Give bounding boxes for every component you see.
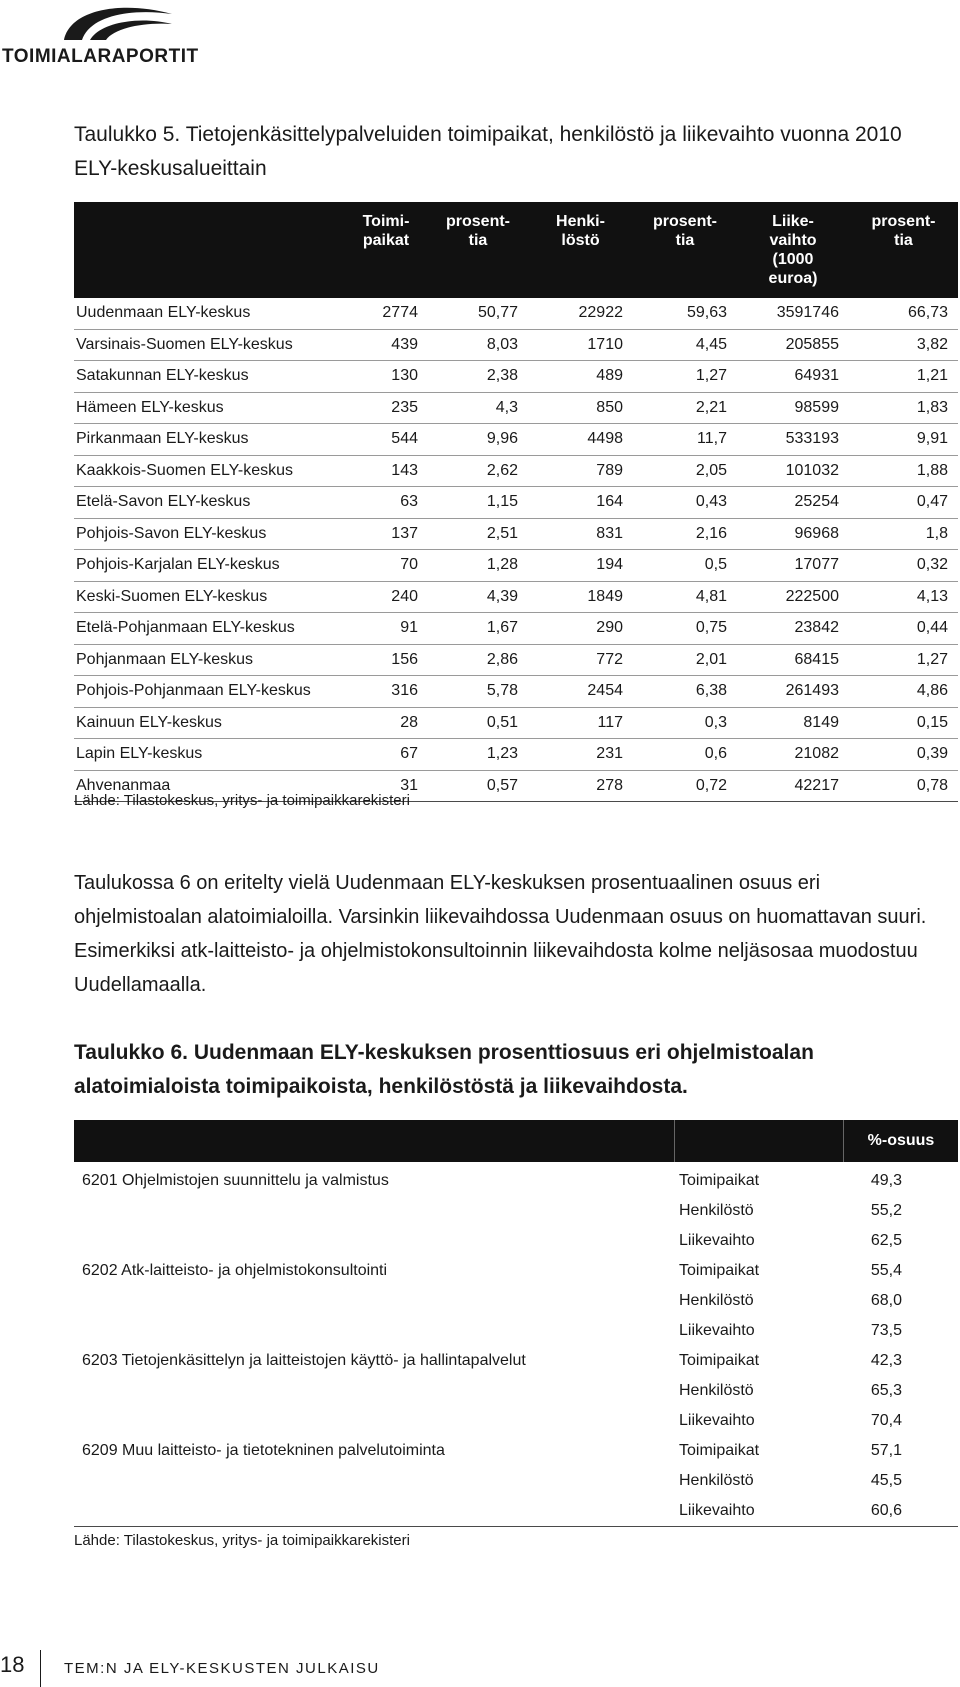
table-cell: 0,44 bbox=[916, 619, 948, 637]
table-row bbox=[74, 1196, 958, 1226]
table-cell: 2,51 bbox=[486, 524, 518, 542]
region-name: Pirkanmaan ELY-keskus bbox=[76, 430, 249, 448]
table-row bbox=[74, 676, 958, 708]
measure-name: Toimipaikat bbox=[679, 1352, 760, 1369]
table-cell: 164 bbox=[596, 493, 623, 511]
share-value: 55,4 bbox=[870, 1262, 902, 1279]
table-cell: 0,57 bbox=[486, 776, 518, 794]
table-cell: 4,45 bbox=[695, 335, 727, 353]
subindustry-name: 6201 Ohjelmistojen suunnittelu ja valmistus bbox=[82, 1172, 389, 1189]
table-cell: 0,15 bbox=[916, 713, 948, 731]
measure-name: Henkilöstö bbox=[679, 1472, 754, 1489]
table-row bbox=[74, 550, 958, 582]
table-cell: 8149 bbox=[803, 713, 839, 731]
table-cell: 59,63 bbox=[686, 304, 727, 322]
table-cell: 2454 bbox=[587, 682, 623, 700]
table5-header-row bbox=[74, 202, 958, 298]
table-cell-empty bbox=[74, 1286, 675, 1316]
table-row bbox=[74, 613, 958, 645]
table-cell: 222500 bbox=[785, 587, 839, 605]
share-value: 65,3 bbox=[870, 1382, 902, 1399]
table-cell-empty bbox=[74, 1316, 675, 1346]
footer-publication: TEM:N JA ELY-KESKUSTEN JULKAISU bbox=[64, 1660, 380, 1677]
table-cell: 2,38 bbox=[486, 367, 518, 385]
table-cell: 1,23 bbox=[486, 745, 518, 763]
region-name: Etelä-Savon ELY-keskus bbox=[76, 493, 251, 511]
table-cell: 2,62 bbox=[486, 461, 518, 479]
measure-name: Liikevaihto bbox=[679, 1232, 755, 1249]
table-row bbox=[74, 455, 958, 487]
table-cell: 1,21 bbox=[916, 367, 948, 385]
table-cell-empty bbox=[74, 1466, 675, 1496]
table-cell: 1,67 bbox=[486, 619, 518, 637]
share-value: 73,5 bbox=[870, 1322, 902, 1339]
table-cell: 1,15 bbox=[486, 493, 518, 511]
table-cell: 231 bbox=[596, 745, 623, 763]
share-value: 68,0 bbox=[870, 1292, 902, 1309]
table-cell: 42217 bbox=[794, 776, 839, 794]
share-value: 55,2 bbox=[870, 1202, 902, 1219]
table-cell-empty bbox=[74, 1226, 675, 1256]
table-row bbox=[74, 1286, 958, 1316]
region-name: Kainuun ELY-keskus bbox=[76, 713, 222, 731]
table6-header-row bbox=[74, 1120, 958, 1162]
share-value: 49,3 bbox=[870, 1172, 902, 1189]
table-cell: 0,72 bbox=[695, 776, 727, 794]
region-name: Satakunnan ELY-keskus bbox=[76, 367, 249, 385]
table6-source: Lähde: Tilastokeskus, yritys- ja toimipaikkarekisteri bbox=[74, 1532, 410, 1549]
table-cell: 789 bbox=[596, 461, 623, 479]
table6-header-blank bbox=[675, 1120, 844, 1162]
table-row bbox=[74, 1466, 958, 1496]
region-name: Varsinais-Suomen ELY-keskus bbox=[76, 335, 293, 353]
table-cell: 1710 bbox=[587, 335, 623, 353]
table-cell: 4,3 bbox=[495, 398, 518, 416]
table6-heading bbox=[74, 1036, 944, 1104]
region-name: Pohjois-Pohjanmaan ELY-keskus bbox=[76, 682, 311, 700]
table-cell: 533193 bbox=[785, 430, 839, 448]
table-cell: 0,43 bbox=[695, 493, 727, 511]
region-name: Ahvenanmaa bbox=[76, 776, 171, 794]
table6-header-share: %-osuus bbox=[844, 1120, 959, 1162]
table-cell: 137 bbox=[391, 524, 418, 542]
table5-body bbox=[74, 298, 958, 802]
region-name: Lapin ELY-keskus bbox=[76, 745, 203, 763]
table-row bbox=[74, 1406, 958, 1436]
table5-header-region bbox=[74, 202, 344, 298]
publisher-logo bbox=[0, 0, 200, 72]
table-cell: 439 bbox=[391, 335, 418, 353]
measure-name: Liikevaihto bbox=[679, 1322, 755, 1339]
table6-body bbox=[74, 1162, 958, 1527]
share-value: 57,1 bbox=[870, 1442, 902, 1459]
table6-title: Uudenmaan ELY-keskuksen prosenttiosuus eri ohjelmistoalan alatoimialoista toimipaikoista, henkilöstöstä ja liikevaihdosta. bbox=[74, 1041, 814, 1098]
table-cell: 96968 bbox=[794, 524, 839, 542]
table5-header-col: Liike- vaihto (1000 euroa) bbox=[737, 202, 849, 298]
table-cell: 68415 bbox=[794, 650, 839, 668]
table-cell: 205855 bbox=[785, 335, 839, 353]
share-value: 42,3 bbox=[870, 1352, 902, 1369]
table5-source: Lähde: Tilastokeskus, yritys- ja toimipaikkarekisteri bbox=[74, 792, 410, 809]
table-row bbox=[74, 1496, 958, 1527]
table-row bbox=[74, 1376, 958, 1406]
table-row bbox=[74, 1436, 958, 1466]
table-row bbox=[74, 424, 958, 456]
table-cell: 101032 bbox=[785, 461, 839, 479]
table-cell: 0,3 bbox=[704, 713, 727, 731]
table-cell: 1,27 bbox=[916, 650, 948, 668]
table-cell: 28 bbox=[400, 713, 418, 731]
measure-name: Henkilöstö bbox=[679, 1292, 754, 1309]
table-cell: 1849 bbox=[587, 587, 623, 605]
table-cell: 25254 bbox=[794, 493, 839, 511]
table-cell-empty bbox=[74, 1496, 675, 1527]
table-cell: 156 bbox=[391, 650, 418, 668]
table-cell: 4,81 bbox=[695, 587, 727, 605]
table-cell: 1,8 bbox=[925, 524, 948, 542]
table-cell: 0,78 bbox=[916, 776, 948, 794]
table-cell: 50,77 bbox=[477, 304, 518, 322]
table-cell: 5,78 bbox=[486, 682, 518, 700]
table-cell: 1,83 bbox=[916, 398, 948, 416]
table5-header-col: Henki- löstö bbox=[528, 202, 633, 298]
table5-heading bbox=[74, 118, 944, 186]
table5-title: Tietojenkäsittelypalveluiden toimipaikat, henkilöstö ja liikevaihto vuonna 2010 ELY-keskusalueittain bbox=[74, 123, 902, 180]
measure-name: Liikevaihto bbox=[675, 1496, 844, 1527]
table-cell: 544 bbox=[391, 430, 418, 448]
table6-label: Taulukko 6. bbox=[74, 1041, 188, 1064]
measure-name: Toimipaikat bbox=[679, 1262, 760, 1279]
measure-name: Henkilöstö bbox=[679, 1202, 754, 1219]
table-row bbox=[74, 581, 958, 613]
region-name: Keski-Suomen ELY-keskus bbox=[76, 587, 268, 605]
table-row bbox=[74, 739, 958, 771]
table-cell: 3591746 bbox=[776, 304, 839, 322]
table-cell: 130 bbox=[391, 367, 418, 385]
table-cell: 4,86 bbox=[916, 682, 948, 700]
region-name: Pohjois-Karjalan ELY-keskus bbox=[76, 556, 280, 574]
table-cell: 2,21 bbox=[695, 398, 727, 416]
table-cell-empty bbox=[74, 1376, 675, 1406]
subindustry-name: 6202 Atk-laitteisto- ja ohjelmistokonsultointi bbox=[82, 1262, 388, 1279]
region-name: Kaakkois-Suomen ELY-keskus bbox=[76, 461, 293, 479]
table-row bbox=[74, 329, 958, 361]
table-row bbox=[74, 298, 958, 329]
table-cell: 17077 bbox=[794, 556, 839, 574]
measure-name: Henkilöstö bbox=[679, 1382, 754, 1399]
logo-wordmark: TOIMIALARAPORTIT bbox=[2, 46, 199, 67]
table6-header-blank bbox=[74, 1120, 675, 1162]
table-cell: 23842 bbox=[794, 619, 839, 637]
table-cell: 21082 bbox=[794, 745, 839, 763]
table-row bbox=[74, 392, 958, 424]
table-cell: 240 bbox=[391, 587, 418, 605]
table-cell: 6,38 bbox=[695, 682, 727, 700]
table-cell: 4,39 bbox=[486, 587, 518, 605]
table-row bbox=[74, 487, 958, 519]
table-row bbox=[74, 707, 958, 739]
table-cell: 850 bbox=[596, 398, 623, 416]
table-cell: 1,88 bbox=[916, 461, 948, 479]
table-cell: 66,73 bbox=[907, 304, 948, 322]
table-cell: 0,32 bbox=[916, 556, 948, 574]
table-cell: 11,7 bbox=[697, 430, 727, 448]
table-row bbox=[74, 1226, 958, 1256]
table-row bbox=[74, 518, 958, 550]
table-cell: 63 bbox=[400, 493, 418, 511]
region-name: Uudenmaan ELY-keskus bbox=[76, 304, 251, 322]
table-cell: 489 bbox=[596, 367, 623, 385]
subindustry-name: 6209 Muu laitteisto- ja tietotekninen palvelutoiminta bbox=[82, 1442, 445, 1459]
table5-header-col: prosent- tia bbox=[428, 202, 528, 298]
table-row bbox=[74, 1162, 958, 1196]
table5-header-col: prosent- tia bbox=[849, 202, 958, 298]
measure-name: Toimipaikat bbox=[679, 1442, 760, 1459]
share-value: 45,5 bbox=[870, 1472, 902, 1489]
table-cell: 4,13 bbox=[916, 587, 948, 605]
share-value: 70,4 bbox=[870, 1412, 902, 1429]
measure-name: Liikevaihto bbox=[679, 1412, 755, 1429]
region-name: Pohjois-Savon ELY-keskus bbox=[76, 524, 267, 542]
table5 bbox=[74, 202, 958, 802]
table-cell: 70 bbox=[400, 556, 418, 574]
table-cell: 0,47 bbox=[916, 493, 948, 511]
table-cell: 0,51 bbox=[486, 713, 518, 731]
table-cell: 1,27 bbox=[695, 367, 727, 385]
table-cell: 117 bbox=[597, 713, 623, 731]
table-cell: 91 bbox=[400, 619, 418, 637]
table-cell: 22922 bbox=[578, 304, 623, 322]
table-row bbox=[74, 1256, 958, 1286]
table-cell: 2,01 bbox=[695, 650, 727, 668]
table-cell: 316 bbox=[391, 682, 418, 700]
table6 bbox=[74, 1120, 958, 1527]
table-row bbox=[74, 1346, 958, 1376]
table-cell: 31 bbox=[400, 776, 418, 794]
share-value: 60,6 bbox=[844, 1496, 959, 1527]
table-cell-empty bbox=[74, 1196, 675, 1226]
table-cell: 2,16 bbox=[695, 524, 727, 542]
table-cell: 261493 bbox=[785, 682, 839, 700]
table-cell: 0,75 bbox=[695, 619, 727, 637]
table-row bbox=[74, 361, 958, 393]
table-cell: 67 bbox=[400, 745, 418, 763]
table-cell: 0,39 bbox=[916, 745, 948, 763]
table-cell: 4498 bbox=[587, 430, 623, 448]
table-cell: 3,82 bbox=[916, 335, 948, 353]
table-cell: 2774 bbox=[382, 304, 418, 322]
subindustry-name: 6203 Tietojenkäsittelyn ja laitteistojen käyttö- ja hallintapalvelut bbox=[82, 1352, 526, 1369]
table-row bbox=[74, 1316, 958, 1346]
table-row bbox=[74, 644, 958, 676]
table-cell: 0,6 bbox=[704, 745, 727, 763]
logo-swoosh-icon bbox=[60, 0, 180, 46]
table-cell: 9,91 bbox=[916, 430, 948, 448]
region-name: Pohjanmaan ELY-keskus bbox=[76, 650, 253, 668]
table-cell: 290 bbox=[596, 619, 623, 637]
table-cell: 1,28 bbox=[486, 556, 518, 574]
table-cell: 2,05 bbox=[695, 461, 727, 479]
table-cell: 194 bbox=[596, 556, 623, 574]
region-name: Etelä-Pohjanmaan ELY-keskus bbox=[76, 619, 295, 637]
table-cell: 64931 bbox=[794, 367, 839, 385]
table5-header-col: prosent- tia bbox=[633, 202, 737, 298]
table5-header-col: Toimi- paikat bbox=[344, 202, 428, 298]
body-paragraph: Taulukossa 6 on eritelty vielä Uudenmaan ELY-keskuksen prosentuaalinen osuus eri ohjelmistoalan alatoimialoilla. Varsinkin liikevaihdossa Uudenmaan osuus on huomattavan suuri. Esimerkiksi atk-laitteisto- ja ohjelmistokonsultoinnin liikevaihdosta kolme neljäsosaa muodostuu Uudellamaalla. bbox=[74, 872, 927, 996]
table-cell: 235 bbox=[391, 398, 418, 416]
table-cell: 2,86 bbox=[486, 650, 518, 668]
table-cell: 98599 bbox=[794, 398, 839, 416]
table-cell: 831 bbox=[596, 524, 623, 542]
table5-label: Taulukko 5. bbox=[74, 123, 181, 146]
table-cell-empty bbox=[74, 1406, 675, 1436]
page-number: 18 bbox=[0, 1652, 25, 1677]
table-cell: 772 bbox=[596, 650, 623, 668]
table-cell: 143 bbox=[391, 461, 418, 479]
table-cell: 9,96 bbox=[486, 430, 518, 448]
footer-divider bbox=[40, 1650, 41, 1687]
share-value: 62,5 bbox=[870, 1232, 902, 1249]
table-cell: 278 bbox=[596, 776, 623, 794]
table-cell: 8,03 bbox=[486, 335, 518, 353]
measure-name: Toimipaikat bbox=[679, 1172, 760, 1189]
table-cell: 0,5 bbox=[704, 556, 727, 574]
region-name: Hämeen ELY-keskus bbox=[76, 398, 224, 416]
